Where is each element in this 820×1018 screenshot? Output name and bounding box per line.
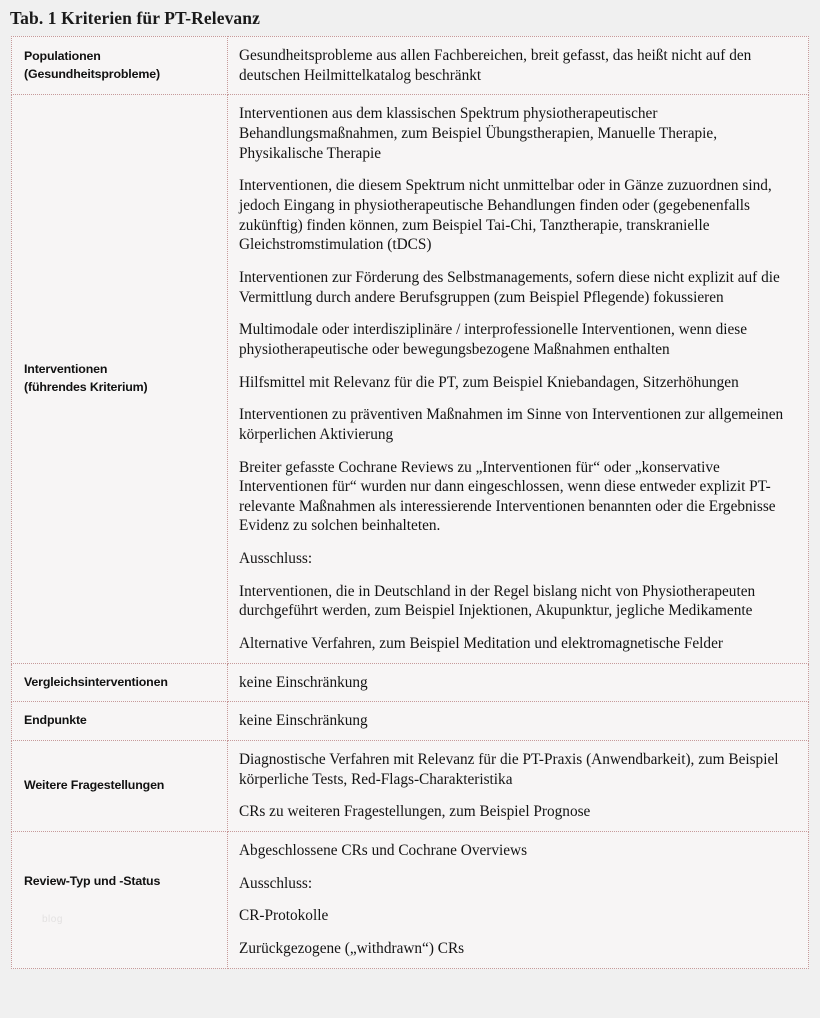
- row-label-vergleichsinterventionen: [12, 663, 228, 702]
- content-paragraph: Zurückgezogene („withdrawn“) CRs: [239, 940, 465, 957]
- row-content-endpunkte: [228, 702, 809, 741]
- row-label-endpunkte: [12, 702, 228, 741]
- exclusion-heading: Ausschluss:: [239, 550, 313, 568]
- content-paragraph: Breiter gefasste Cochrane Reviews zu „Interventionen für“ oder „konservative Interventionen für“ wurden nur dann eingeschlossen, wenn diese entweder explizit PT-relevante Maßnahmen als interessierende Interventionen benannten oder die Ergebnisse Evidenz zu solchen beinhalteten.: [239, 458, 776, 535]
- exclusion-heading: Ausschluss:: [239, 874, 313, 892]
- page-title: Tab. 1 Kriterien für PT-Relevanz: [10, 8, 260, 28]
- row-content-weitere-fragestellungen: [228, 741, 809, 832]
- table-row: [12, 663, 809, 702]
- content-paragraph: Gesundheitsprobleme aus allen Fachbereichen, breit gefasst, das heißt nicht auf den deutschen Heilmittelkatalog beschränkt: [239, 47, 752, 84]
- label-line: Populationen: [24, 49, 101, 64]
- content-paragraph: Interventionen, die diesem Spektrum nicht unmittelbar oder in Gänze zuzuordnen sind, jedoch Eingang in physiotherapeutische Behandlungen finden oder (gegebenenfalls zukünftig) finden können, zum Beispiel Tai-Chi, Tanztherapie, transkranielle Gleichstromstimulation (tDCS): [239, 177, 772, 254]
- label-line: Endpunkte: [24, 713, 87, 728]
- row-content-interventionen: [228, 95, 809, 663]
- label-line: Review-Typ und -Status: [24, 873, 161, 888]
- content-paragraph: Diagnostische Verfahren mit Relevanz für die PT-Praxis (Anwendbarkeit), zum Beispiel körperliche Tests, Red-Flags-Charakteristika: [239, 751, 779, 788]
- table-row: [12, 741, 809, 832]
- row-label-review-typ-und-status: [12, 832, 228, 969]
- content-paragraph: keine Einschränkung: [239, 712, 368, 730]
- row-content-populationen: [228, 37, 809, 95]
- criteria-table-body: [12, 37, 809, 969]
- table-row: [12, 832, 809, 969]
- label-line: (Gesundheitsprobleme): [24, 66, 160, 81]
- content-paragraph: Interventionen zur Förderung des Selbstmanagements, sofern diese nicht explizit auf die Vermittlung durch andere Berufsgruppen (zum Beispiel Pflegende) fokussieren: [239, 268, 780, 306]
- row-label-weitere-fragestellungen: [12, 741, 228, 832]
- label-line: Interventionen: [24, 362, 108, 377]
- table-row: [12, 37, 809, 95]
- content-paragraph: keine Einschränkung: [239, 673, 368, 691]
- row-label-interventionen: [12, 95, 228, 663]
- criteria-table: [11, 36, 809, 969]
- content-paragraph: Alternative Verfahren, zum Beispiel Meditation und elektromagnetische Felder: [239, 635, 723, 653]
- content-paragraph: CRs zu weiteren Fragestellungen, zum Beispiel Prognose: [239, 803, 591, 821]
- label-line: Vergleichsinterventionen: [24, 674, 168, 689]
- content-paragraph: Interventionen aus dem klassischen Spektrum physiotherapeutischer Behandlungsmaßnahmen, zum Beispiel Übungstherapien, Manuelle Therapie, Physikalische Therapie: [239, 105, 718, 162]
- content-paragraph: Interventionen, die in Deutschland in der Regel bislang nicht von Physiotherapeuten durchgeführt werden, zum Beispiel Injektionen, Akupunktur, jegliche Medikamente: [239, 582, 756, 620]
- watermark-text: blog: [42, 913, 63, 925]
- label-line: (führendes Kriterium): [24, 380, 148, 395]
- content-paragraph: Abgeschlossene CRs und Cochrane Overviews: [239, 842, 528, 860]
- row-label-populationen: [12, 37, 228, 95]
- label-line: Weitere Fragestellungen: [24, 778, 165, 793]
- content-paragraph: Multimodale oder interdisziplinäre / interprofessionelle Interventionen, wenn diese physiotherapeutische oder bewegungsbezogene Maßnahmen enthalten: [239, 321, 748, 358]
- content-paragraph: CR-Protokolle: [239, 907, 329, 925]
- row-content-review-typ-und-status: [228, 832, 809, 969]
- row-content-vergleichsinterventionen: [228, 663, 809, 702]
- table-row: [12, 95, 809, 663]
- content-paragraph: Interventionen zu präventiven Maßnahmen im Sinne von Interventionen zur allgemeinen körperlichen Aktivierung: [239, 406, 784, 443]
- content-paragraph: Hilfsmittel mit Relevanz für die PT, zum Beispiel Kniebandagen, Sitzerhöhungen: [239, 373, 739, 391]
- table-row: [12, 702, 809, 741]
